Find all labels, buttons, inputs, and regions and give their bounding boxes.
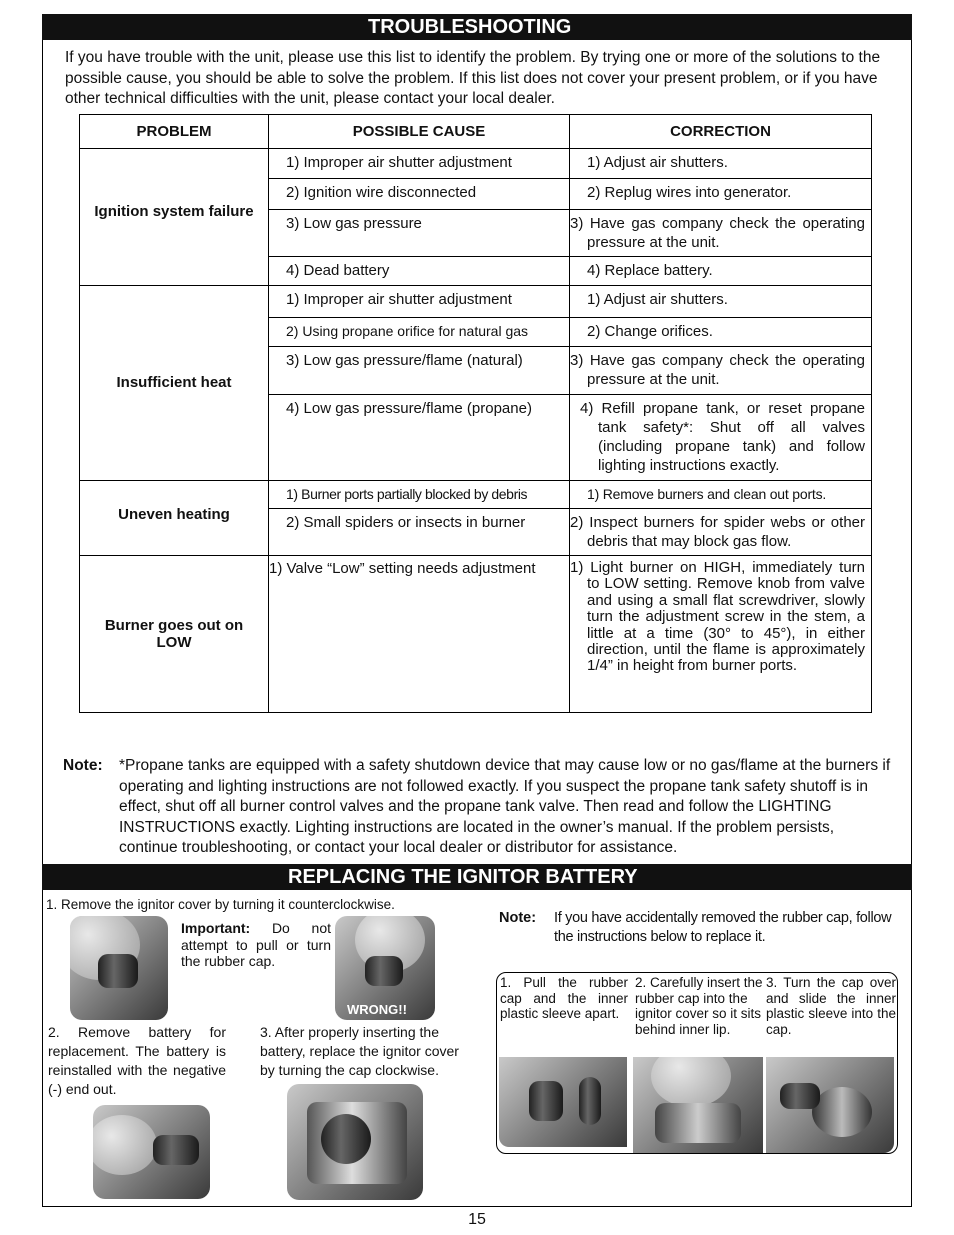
note-text: *Propane tanks are equipped with a safety shutdown device that may cause low or no gas/flame at the burners if operating and lighting instructions are not followed exactly. If you suspect the propane tank safety shutoff is in effect, shut off all burner control valves and the propane tank valve. Then read and follow the LIGHTING INSTRUCTIONS exactly. Lighting instructions are located in the owner’s manual. If the problem persists, continue troubleshooting, or contact your local dealer or distributor for assistance. (119, 757, 891, 856)
header-problem: PROBLEM (80, 115, 269, 149)
troubleshooting-table (79, 114, 872, 713)
troubleshooting-title: TROUBLESHOOTING (42, 14, 912, 40)
table-row (80, 149, 872, 179)
remove-cover-photo (70, 916, 168, 1020)
correction-cell: 3) Have gas company check the operating pressure at the unit. (570, 347, 872, 395)
header-correction: CORRECTION (570, 115, 872, 149)
table-header-row (80, 115, 872, 149)
cause-cell: 4) Dead battery (269, 257, 570, 286)
cause-cell: 2) Small spiders or insects in burner (269, 509, 570, 556)
correction-cell: 4) Refill propane tank, or reset propane tank safety*: Shut off all valves (including propane tank) and follow lighting instructions exactly. (570, 395, 872, 481)
cause-cell: 1) Valve “Low” setting needs adjustment (269, 556, 570, 713)
cap-step2-photo (633, 1057, 763, 1153)
correction-cell: 3) Have gas company check the operating pressure at the unit. (570, 210, 872, 257)
note-label: Note: (63, 757, 103, 774)
cap-step1-text: 1. Pull the rubber cap and the inner plastic sleeve apart. (500, 975, 628, 1021)
cap-step3-text: 3. Turn the cap over and slide the inner plastic sleeve into the cap. (766, 975, 896, 1037)
wrong-cap-photo (335, 916, 435, 1020)
cause-cell: 4) Low gas pressure/flame (propane) (269, 395, 570, 481)
page-number: 15 (468, 1211, 486, 1228)
correction-cell: 1) Adjust air shutters. (570, 149, 872, 179)
header-cause: POSSIBLE CAUSE (269, 115, 570, 149)
cap-step2-text: 2. Carefully insert the rubber cap into the ignitor cover so it sits behind inner lip. (635, 975, 763, 1037)
replace-cover-photo (287, 1084, 423, 1200)
problem-cell: Burner goes out on LOW (80, 556, 269, 713)
cause-cell: 3) Low gas pressure (269, 210, 570, 257)
problem-cell: Uneven heating (80, 481, 269, 556)
battery-photo (93, 1105, 210, 1199)
cap-note-text: If you have accidentally removed the rubber cap, follow the instructions below to replace it. (554, 910, 892, 945)
cap-step1-photo (499, 1057, 627, 1147)
table-row (80, 556, 872, 713)
cap-step3-photo (766, 1057, 894, 1153)
cause-cell: 2) Using propane orifice for natural gas (269, 318, 570, 347)
step2-text: 2. Remove battery for replacement. The battery is reinstalled with the negative (-) end out. (48, 1024, 226, 1097)
problem-cell: Insufficient heat (80, 286, 269, 481)
important-note (181, 920, 331, 970)
cause-cell: 3) Low gas pressure/flame (natural) (269, 347, 570, 395)
problem-cell: Ignition system failure (80, 149, 269, 286)
important-label: Important: (181, 920, 251, 936)
important-text: Do not attempt to pull or turn the rubber cap. (181, 920, 332, 969)
table-row (80, 286, 872, 318)
table-row (80, 481, 872, 509)
cause-cell: 1) Improper air shutter adjustment (269, 286, 570, 318)
battery-title: REPLACING THE IGNITOR BATTERY (42, 864, 912, 890)
correction-cell: 2) Replug wires into generator. (570, 179, 872, 210)
correction-cell: 2) Change orifices. (570, 318, 872, 347)
step1-text: 1. Remove the ignitor cover by turning it counterclockwise. (46, 897, 395, 912)
intro-text: If you have trouble with the unit, please use this list to identify the problem. By trying one or more of the solutions to the possible cause, you should be able to solve the problem. If this list does not cover your present problem, or if you have other technical difficulties with the unit, please contact your local dealer. (65, 49, 881, 107)
correction-cell: 1) Light burner on HIGH, immediately turn to LOW setting. Remove knob from valve and using a small flat screwdriver, slowly turn the adjustment screw in the stem, a little at a time (30° to 45°), in either direction, until the flame is approximately 1/4” in height from burner ports. (570, 556, 872, 713)
wrong-label: WRONG!! (347, 1002, 407, 1017)
cause-cell: 1) Improper air shutter adjustment (269, 149, 570, 179)
correction-cell: 1) Adjust air shutters. (570, 286, 872, 318)
correction-cell: 4) Replace battery. (570, 257, 872, 286)
propane-note (63, 756, 893, 859)
cause-cell: 2) Ignition wire disconnected (269, 179, 570, 210)
correction-cell: 1) Remove burners and clean out ports. (570, 481, 872, 509)
cap-note-label: Note: (499, 910, 537, 926)
step3-text: 3. After properly inserting the battery, replace the ignitor cover by turning the cap clockwise. (260, 1024, 459, 1078)
cap-note (499, 909, 536, 928)
cause-cell: 1) Burner ports partially blocked by debris (269, 481, 570, 509)
correction-cell: 2) Inspect burners for spider webs or other debris that may block gas flow. (570, 509, 872, 556)
